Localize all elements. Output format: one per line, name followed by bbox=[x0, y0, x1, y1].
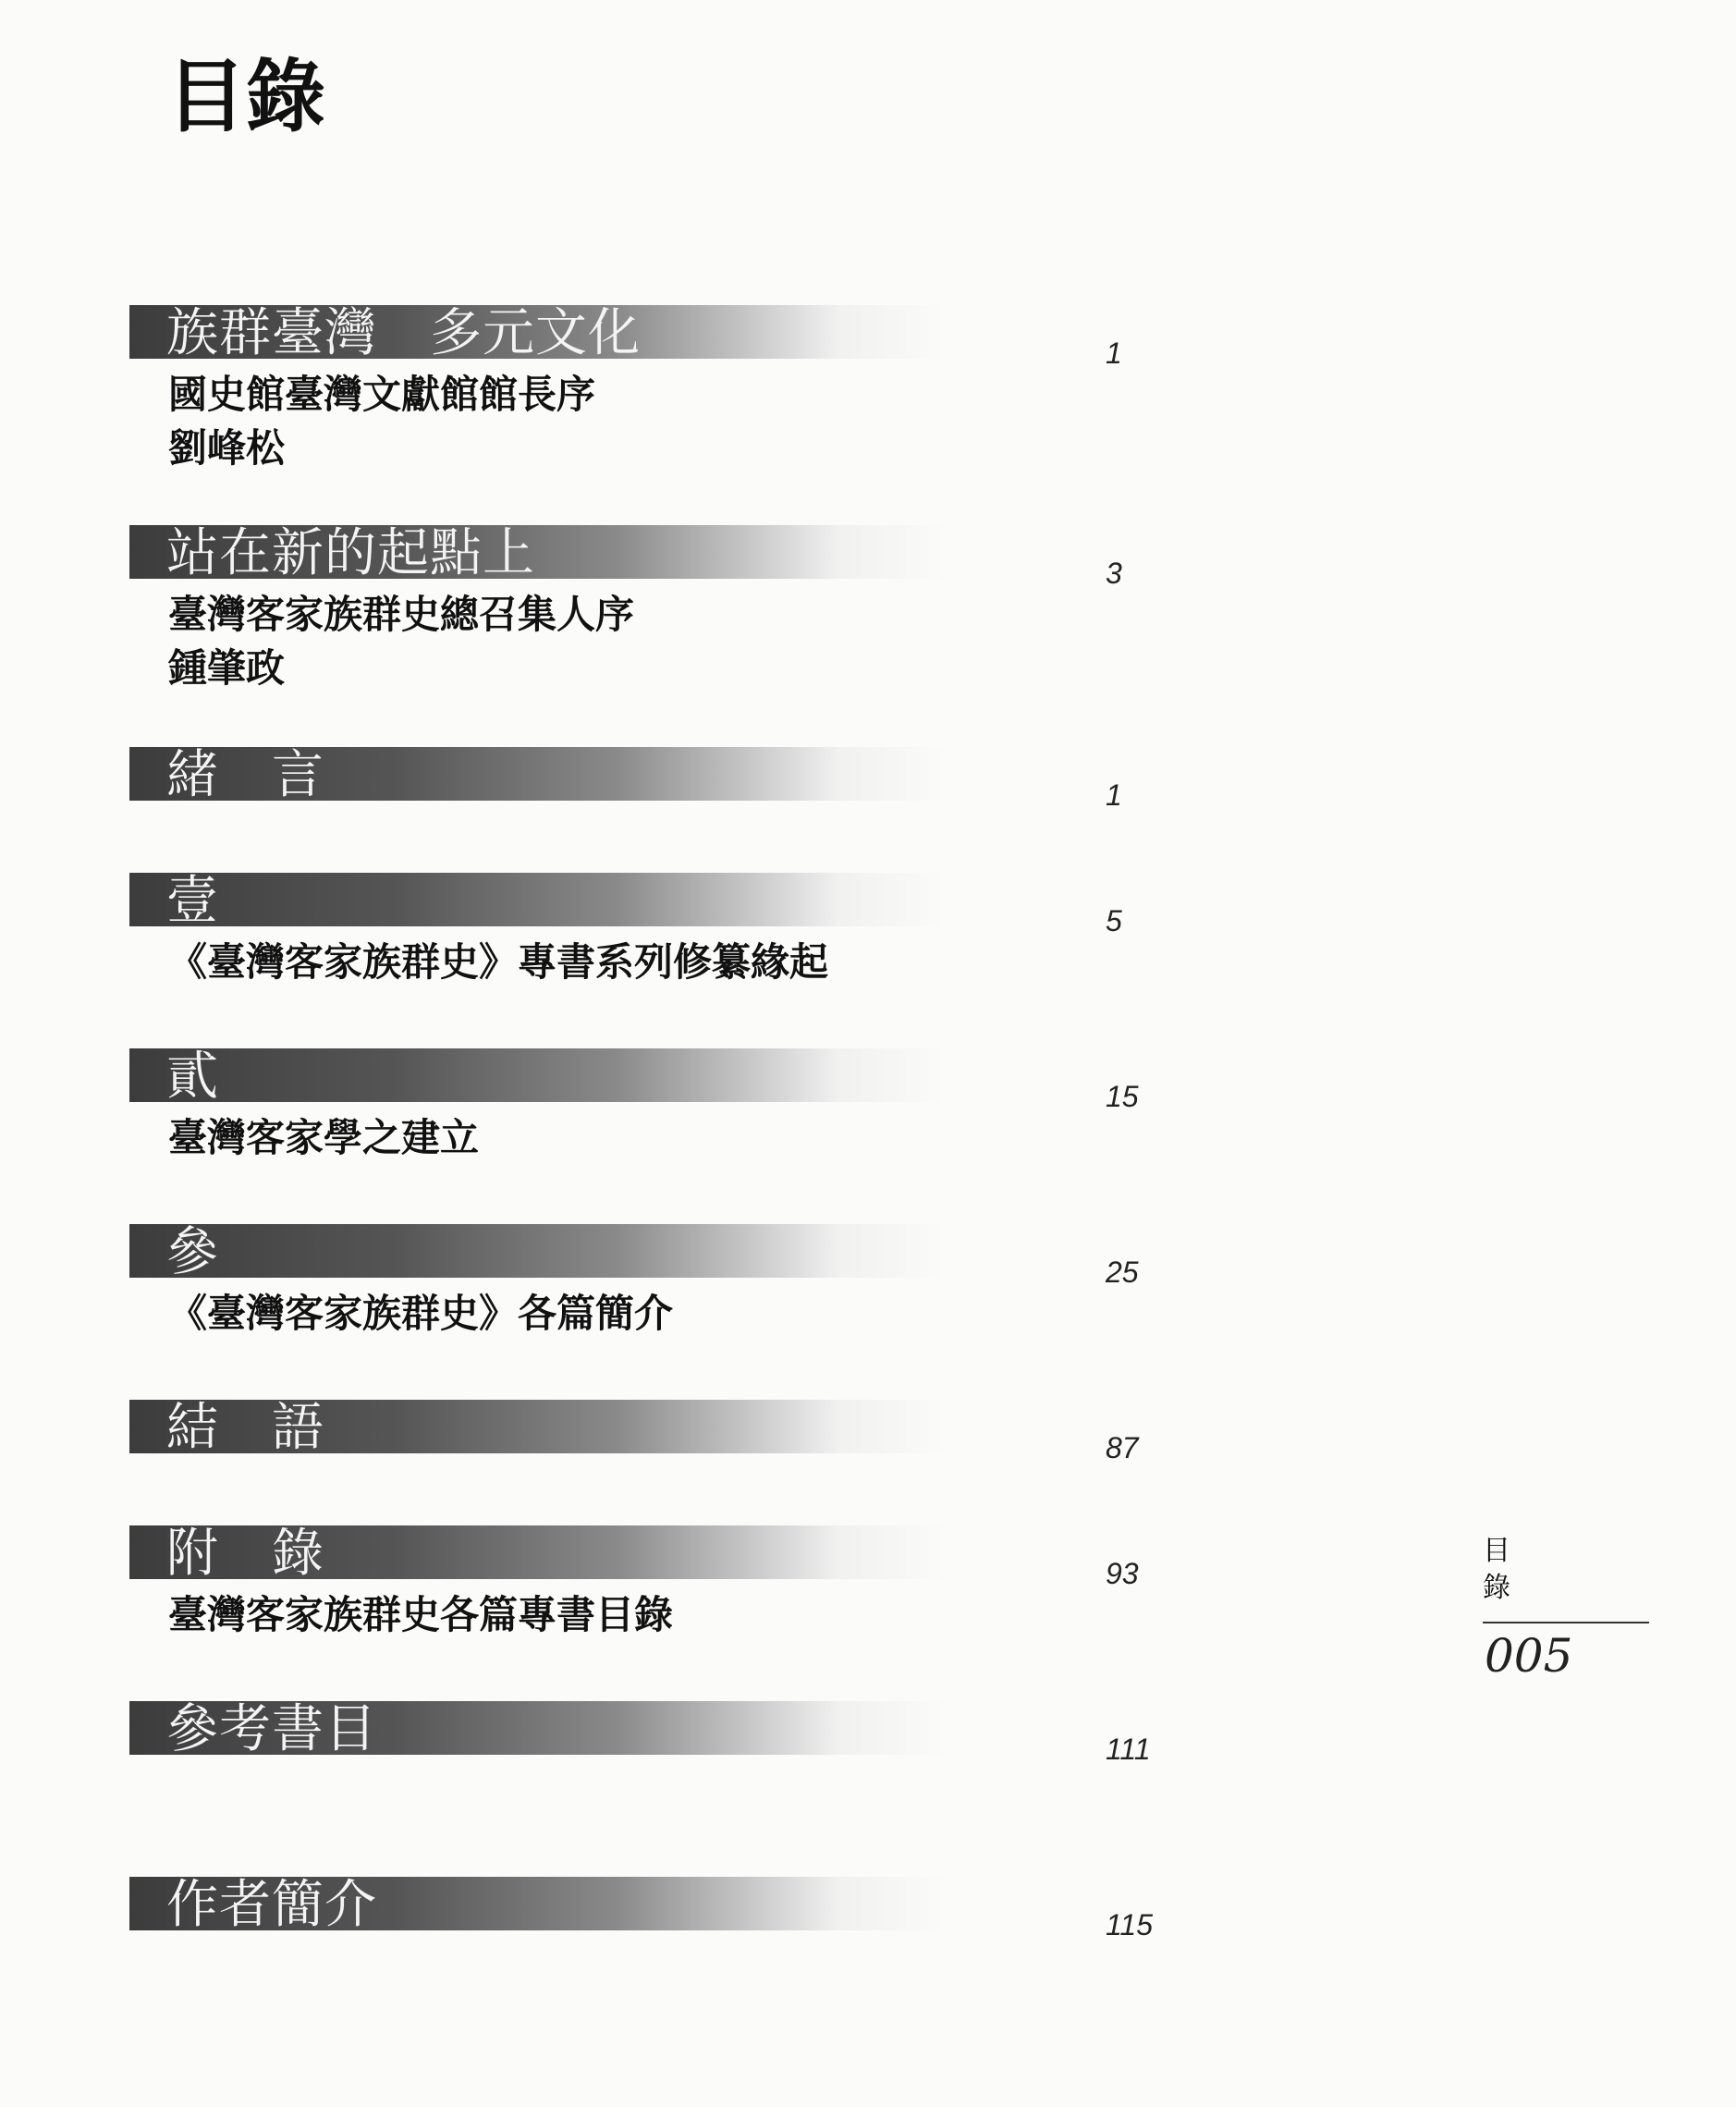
page-number: 1 bbox=[1106, 778, 1122, 812]
page-number: 115 bbox=[1106, 1908, 1154, 1942]
section-title: 貳 bbox=[166, 1047, 219, 1107]
section-title: 參考書目 bbox=[166, 1699, 377, 1759]
page-number: 87 bbox=[1106, 1431, 1139, 1464]
running-head bbox=[1483, 1533, 1649, 1683]
entry-subtitle: 臺灣客家學之建立 bbox=[168, 1115, 480, 1160]
section-bar bbox=[129, 303, 1017, 363]
entry-author: 劉峰松 bbox=[168, 425, 286, 471]
page-title: 目錄 bbox=[166, 51, 325, 143]
section-title: 作者簡介 bbox=[166, 1875, 377, 1935]
section-title: 壹 bbox=[166, 871, 219, 931]
entry-subtitle: 《臺灣客家族群史》專書系列修纂緣起 bbox=[168, 939, 829, 985]
section-title: 附 錄 bbox=[166, 1524, 324, 1584]
section-title: 參 bbox=[166, 1222, 219, 1282]
folio-page-number: 005 bbox=[1485, 1629, 1573, 1683]
page-number: 1 bbox=[1106, 337, 1122, 370]
section-bar bbox=[129, 1047, 1017, 1107]
section-title: 緒 言 bbox=[166, 745, 324, 805]
page-number: 5 bbox=[1106, 904, 1122, 937]
entry-subtitle: 國史館臺灣文獻館館長序 bbox=[168, 372, 596, 417]
running-head-label: 目錄 bbox=[1483, 1535, 1510, 1604]
page-number: 3 bbox=[1106, 557, 1122, 590]
entry-subtitle: 臺灣客家族群史總召集人序 bbox=[168, 592, 635, 637]
section-bar bbox=[129, 1524, 1017, 1584]
running-head-rule bbox=[1483, 1622, 1649, 1623]
section-bar bbox=[129, 1699, 1017, 1759]
page-number: 111 bbox=[1106, 1733, 1151, 1766]
entry-subtitle: 臺灣客家族群史各篇專書目錄 bbox=[168, 1592, 674, 1637]
section-bar bbox=[129, 1875, 1017, 1935]
page-number: 93 bbox=[1106, 1557, 1139, 1590]
section-bar bbox=[129, 1222, 1017, 1282]
page-number: 25 bbox=[1106, 1256, 1139, 1289]
entry-author: 鍾肇政 bbox=[168, 645, 286, 691]
section-title: 族群臺灣 多元文化 bbox=[166, 303, 641, 363]
section-bar bbox=[129, 523, 1017, 583]
entry-subtitle: 《臺灣客家族群史》各篇簡介 bbox=[168, 1291, 674, 1336]
page-number: 15 bbox=[1106, 1080, 1139, 1113]
section-title: 結 語 bbox=[166, 1398, 324, 1458]
section-bar bbox=[129, 871, 1017, 931]
section-title: 站在新的起點上 bbox=[166, 523, 535, 583]
section-bar bbox=[129, 745, 1017, 805]
section-bar bbox=[129, 1398, 1017, 1458]
